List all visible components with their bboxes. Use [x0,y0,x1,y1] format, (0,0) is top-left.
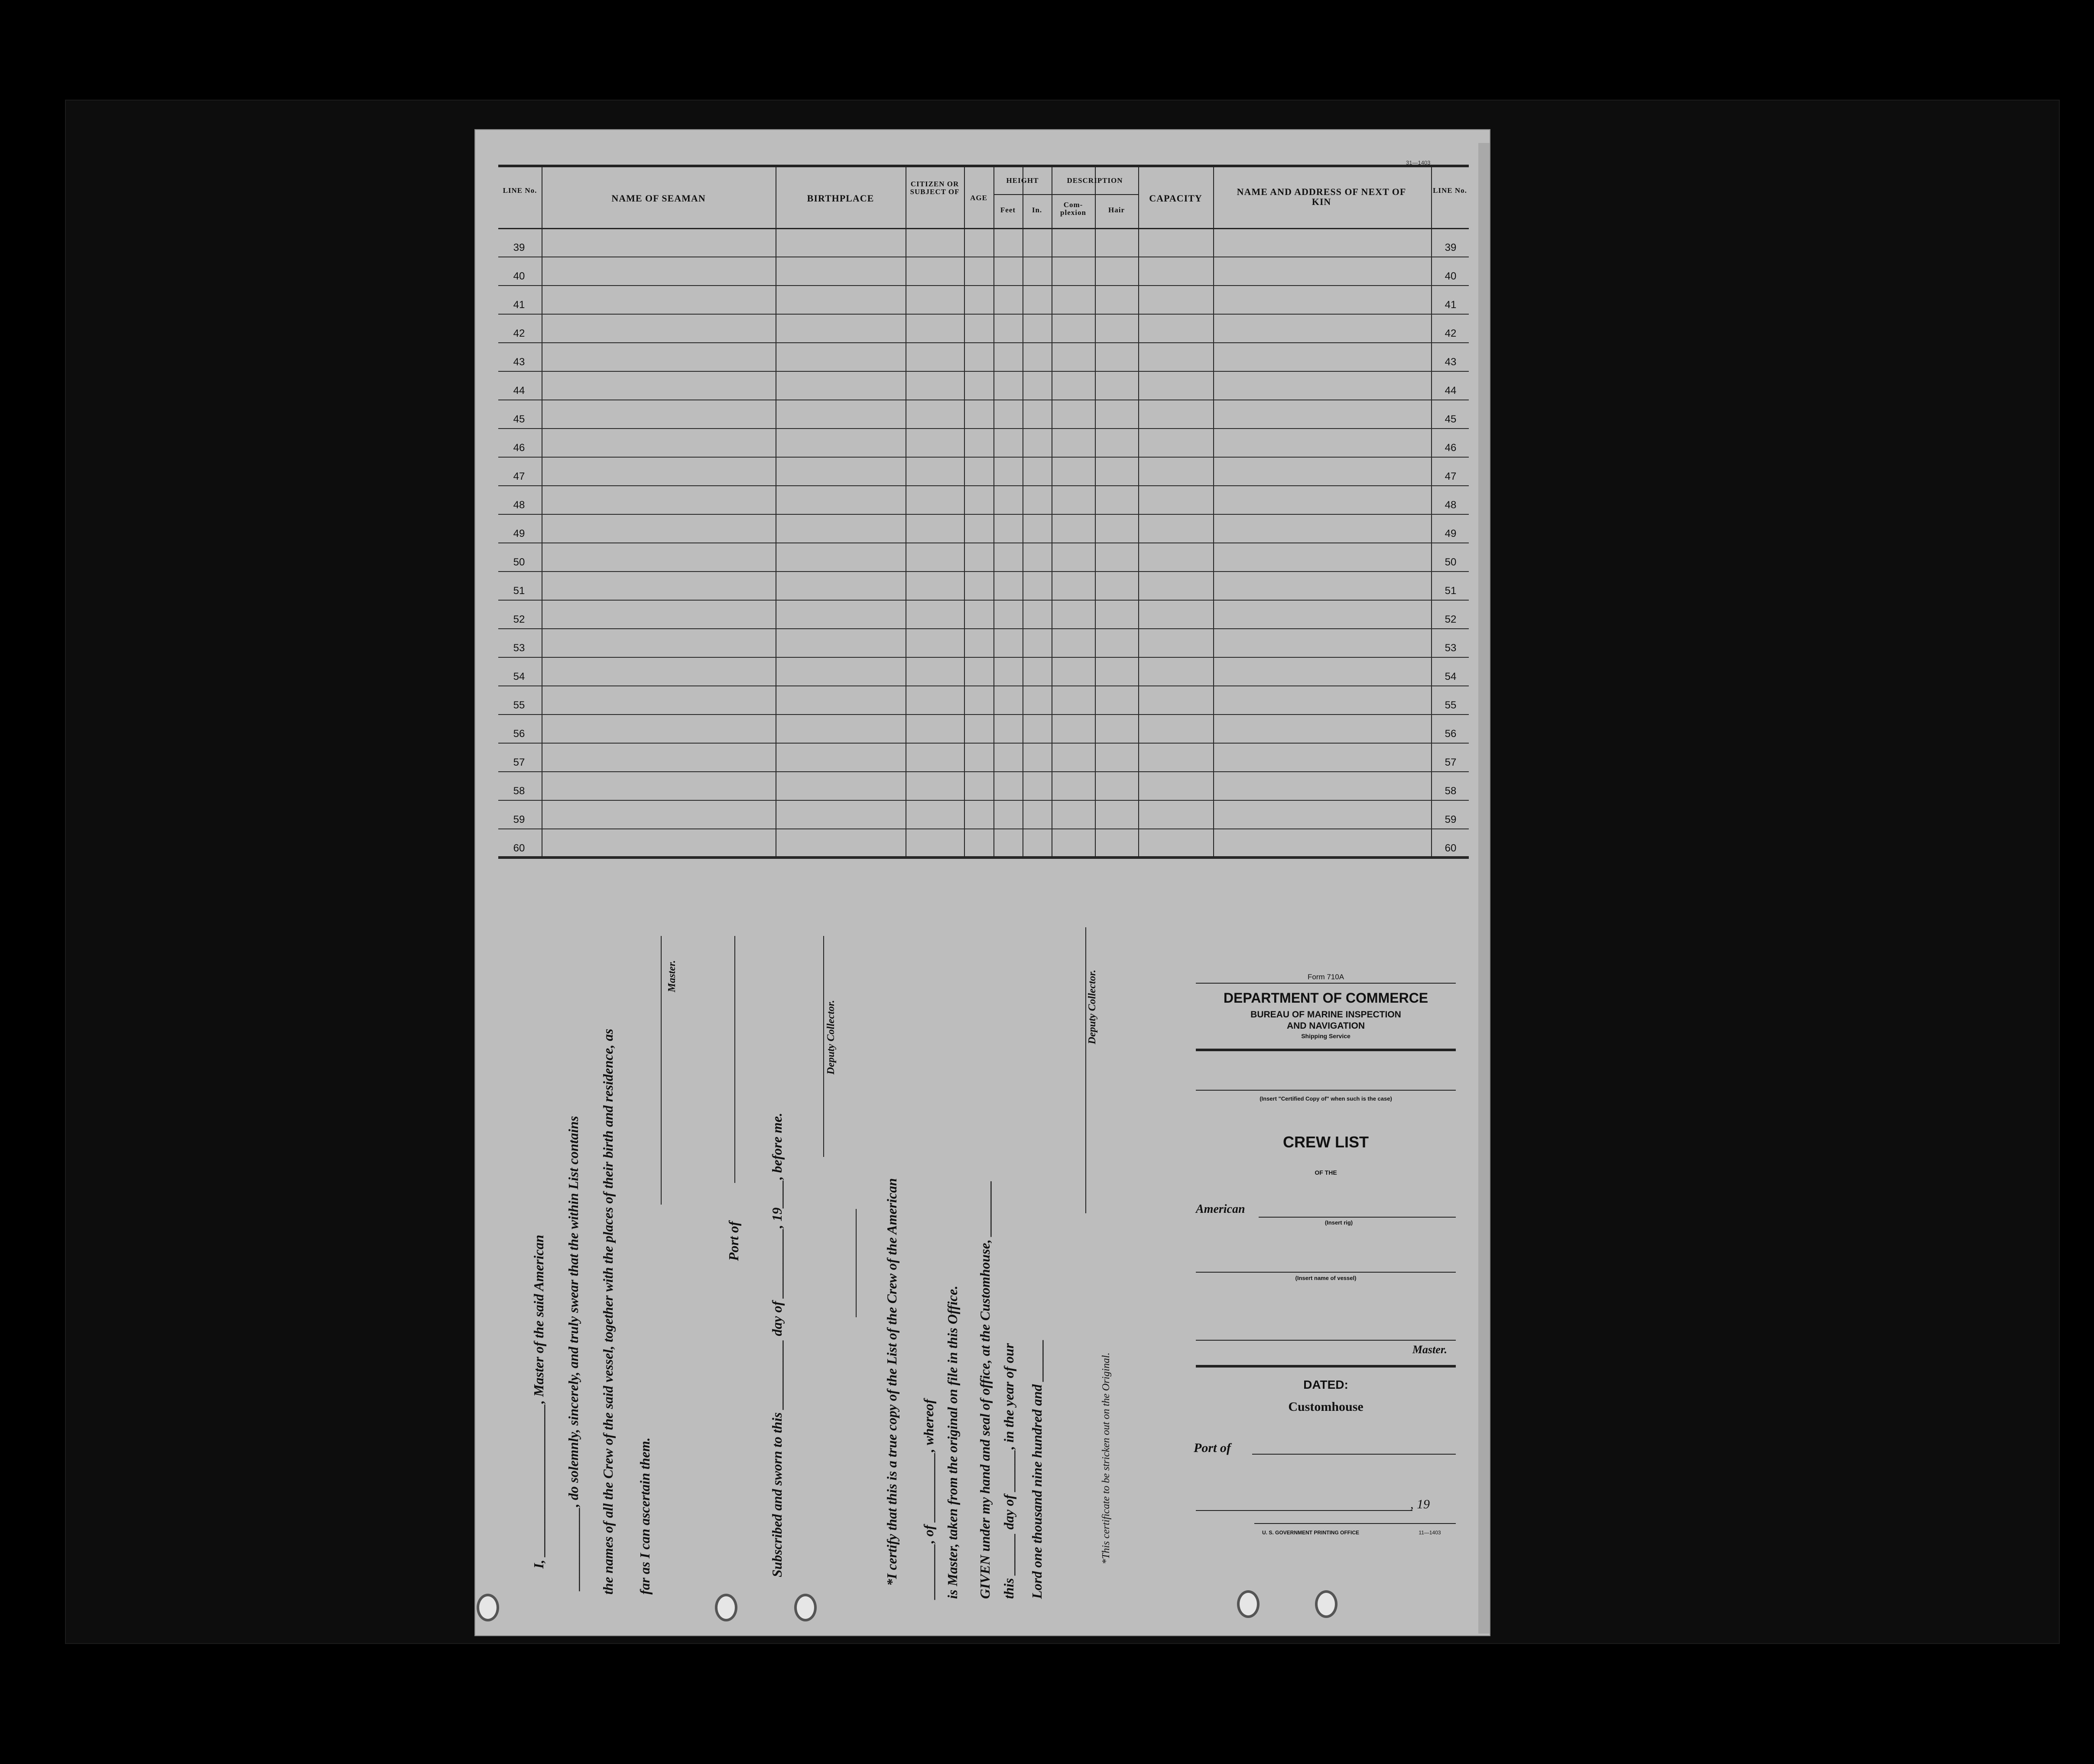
seal-line [856,1209,857,1317]
row-number-right: 44 [1445,385,1457,396]
cover-dated: DATED: [1303,1378,1348,1391]
row-number-right: 49 [1445,528,1457,539]
row-number-left: 57 [513,757,525,768]
oath-deputy-label: Deputy Collector. [825,1000,837,1075]
header-bottom-rule [498,228,1469,229]
header-next-of-kin: NAME AND ADDRESS OF NEXT OF KIN [1237,186,1406,208]
row-number-right: 57 [1445,757,1457,768]
row-number-right: 55 [1445,699,1457,711]
row-number-left: 52 [513,614,525,625]
cover-service: Shipping Service [1301,1033,1351,1040]
row-number-right: 60 [1445,842,1457,854]
row-number-right: 43 [1445,356,1457,368]
row-number-left: 46 [513,442,525,454]
table-row [498,314,1469,315]
cert-line-1: *I certify that this is a true copy of the List of the Crew of the American [884,1178,899,1586]
punch-hole [715,1594,737,1621]
cover-bureau-1: BUREAU OF MARINE INSPECTION [1250,1010,1401,1020]
row-number-left: 42 [513,328,525,339]
crew-table [498,165,1469,859]
header-name: NAME OF SEAMAN [611,193,706,204]
row-number-left: 51 [513,585,525,597]
cover-master-line [1196,1340,1456,1341]
row-number-right: 53 [1445,642,1457,654]
cover-title: CREW LIST [1283,1133,1369,1151]
row-number-left: 48 [513,499,525,511]
table-row [498,457,1469,458]
oath-line-2: ____________, do solemnly, sincerely, and truly swear that the within List contains [565,1116,581,1590]
row-number-right: 56 [1445,728,1457,740]
row-number-left: 53 [513,642,525,654]
header-citizen: CITIZEN OR SUBJECT OF [910,180,960,196]
table-row [498,857,1469,858]
table-row [498,828,1469,829]
row-number-right: 45 [1445,413,1457,425]
cover-form-number: Form 710A [1307,973,1344,981]
cover-department: DEPARTMENT OF COMMERCE [1223,990,1428,1006]
cover-heavy-rule [1196,1049,1456,1051]
table-row [498,571,1469,572]
cover-insert-vessel: (Insert name of vessel) [1295,1275,1357,1281]
cover-code: 11—1403 [1419,1530,1441,1536]
row-number-right: 59 [1445,814,1457,825]
cert-line-4: GIVEN under my hand and seal of office, at the Customhouse, ________ [977,1180,993,1599]
row-number-left: 58 [513,785,525,797]
row-number-left: 50 [513,556,525,568]
cert-line-6: Lord one thousand nine hundred and ______ [1029,1339,1045,1599]
header-age: AGE [970,194,987,202]
cover-rig-line [1259,1217,1456,1218]
header-capacity: CAPACITY [1149,193,1202,204]
table-row [498,371,1469,372]
col-divider [964,167,965,856]
row-number-right: 51 [1445,585,1457,597]
cover-date-line [1196,1510,1412,1511]
cert-footnote: *This certificate to be stricken out on the Original. [1101,1352,1112,1564]
cover-bottom-rule [1254,1523,1456,1524]
cover-year: , 19 [1410,1497,1430,1511]
cert-line-2: ________, of __________, whereof [921,1399,936,1599]
header-feet: Feet [1000,206,1016,214]
cover-insert-line [1196,1090,1456,1091]
cover-port-line [1252,1454,1456,1455]
row-number-left: 44 [513,385,525,396]
row-number-right: 39 [1445,242,1457,253]
col-divider [1213,167,1214,856]
row-number-left: 40 [513,270,525,282]
header-birthplace: BIRTHPLACE [807,193,874,204]
cover-vessel-line [1196,1272,1456,1273]
table-row [498,428,1469,429]
oath-port-of: Port of [726,1221,741,1261]
row-number-right: 41 [1445,299,1457,311]
table-row [498,657,1469,658]
deputy2-signature-line [1085,927,1086,1213]
row-number-right: 47 [1445,471,1457,482]
header-description: DESCRIPTION [1067,176,1123,185]
cert-deputy-label: Deputy Collector. [1087,970,1098,1044]
cert-line-5: this ______ day of ______, in the year of our [1001,1343,1016,1599]
row-number-right: 46 [1445,442,1457,454]
col-divider [1431,167,1432,856]
oath-line-1: I, ______________________, Master of the said American [531,1234,546,1569]
cover-insert-rig: (Insert rig) [1325,1219,1353,1226]
table-row [498,514,1469,515]
row-number-right: 40 [1445,270,1457,282]
row-number-right: 48 [1445,499,1457,511]
port-signature-line [734,936,735,1183]
cover-printer: U. S. GOVERNMENT PRINTING OFFICE [1262,1530,1359,1536]
row-number-left: 39 [513,242,525,253]
master-signature-line [661,936,662,1205]
cert-line-3: is Master, taken from the original on file in this Office. [945,1285,960,1599]
table-row [498,714,1469,715]
row-number-left: 47 [513,471,525,482]
cover-master: Master. [1412,1343,1447,1356]
form-code-top: 31—1403 [1406,159,1431,166]
cover-bureau-2: AND NAVIGATION [1286,1021,1365,1031]
table-row [498,743,1469,744]
row-number-left: 55 [513,699,525,711]
header-line-no-right: LINE No. [1433,186,1467,195]
cover-customhouse: Customhouse [1288,1400,1364,1414]
page-edge [1478,143,1490,1634]
row-number-left: 45 [513,413,525,425]
cover-insert-certified: (Insert "Certified Copy of" when such is the case) [1260,1095,1392,1102]
punch-hole [477,1594,499,1621]
punch-hole [1237,1590,1260,1618]
table-row [498,342,1469,343]
table-row [498,685,1469,686]
table-row [498,485,1469,486]
cover-of-the: OF THE [1315,1169,1337,1176]
header-height: HEIGHT [1006,176,1039,185]
row-number-left: 59 [513,814,525,825]
cover-port-of: Port of [1194,1441,1231,1455]
header-hair: Hair [1108,206,1125,214]
row-number-left: 60 [513,842,525,854]
subheader-rule [993,194,1138,195]
table-row [498,800,1469,801]
header-complexion: Com-plexion [1060,201,1086,217]
oath-line-3: the names of all the Crew of the said vessel, together with the places of their birth and residence, as [600,1029,616,1595]
row-number-right: 42 [1445,328,1457,339]
row-number-left: 54 [513,671,525,682]
row-number-left: 43 [513,356,525,368]
cover-heavy-rule-2 [1196,1365,1456,1368]
cover-rule [1196,983,1456,984]
row-number-left: 49 [513,528,525,539]
oath-sworn: Subscribed and sworn to this __________ day of __________, 19____, before me. [769,1112,785,1577]
row-number-right: 54 [1445,671,1457,682]
row-number-right: 52 [1445,614,1457,625]
punch-hole [794,1594,817,1621]
col-divider [1138,167,1139,856]
table-row [498,600,1469,601]
table-row [498,285,1469,286]
header-line-no: LINE No. [503,186,537,195]
table-row [498,771,1469,772]
row-number-left: 56 [513,728,525,740]
col-divider [1095,167,1096,856]
col-divider [993,167,994,856]
table-row [498,628,1469,629]
punch-hole [1315,1590,1338,1618]
cover-american: American [1196,1202,1245,1216]
row-number-right: 58 [1445,785,1457,797]
deputy-signature-line [823,936,824,1157]
header-inches: In. [1032,206,1042,214]
row-number-left: 41 [513,299,525,311]
oath-line-4: far as I can ascertain them. [637,1437,653,1595]
row-number-right: 50 [1445,556,1457,568]
oath-master-label: Master. [666,960,678,992]
